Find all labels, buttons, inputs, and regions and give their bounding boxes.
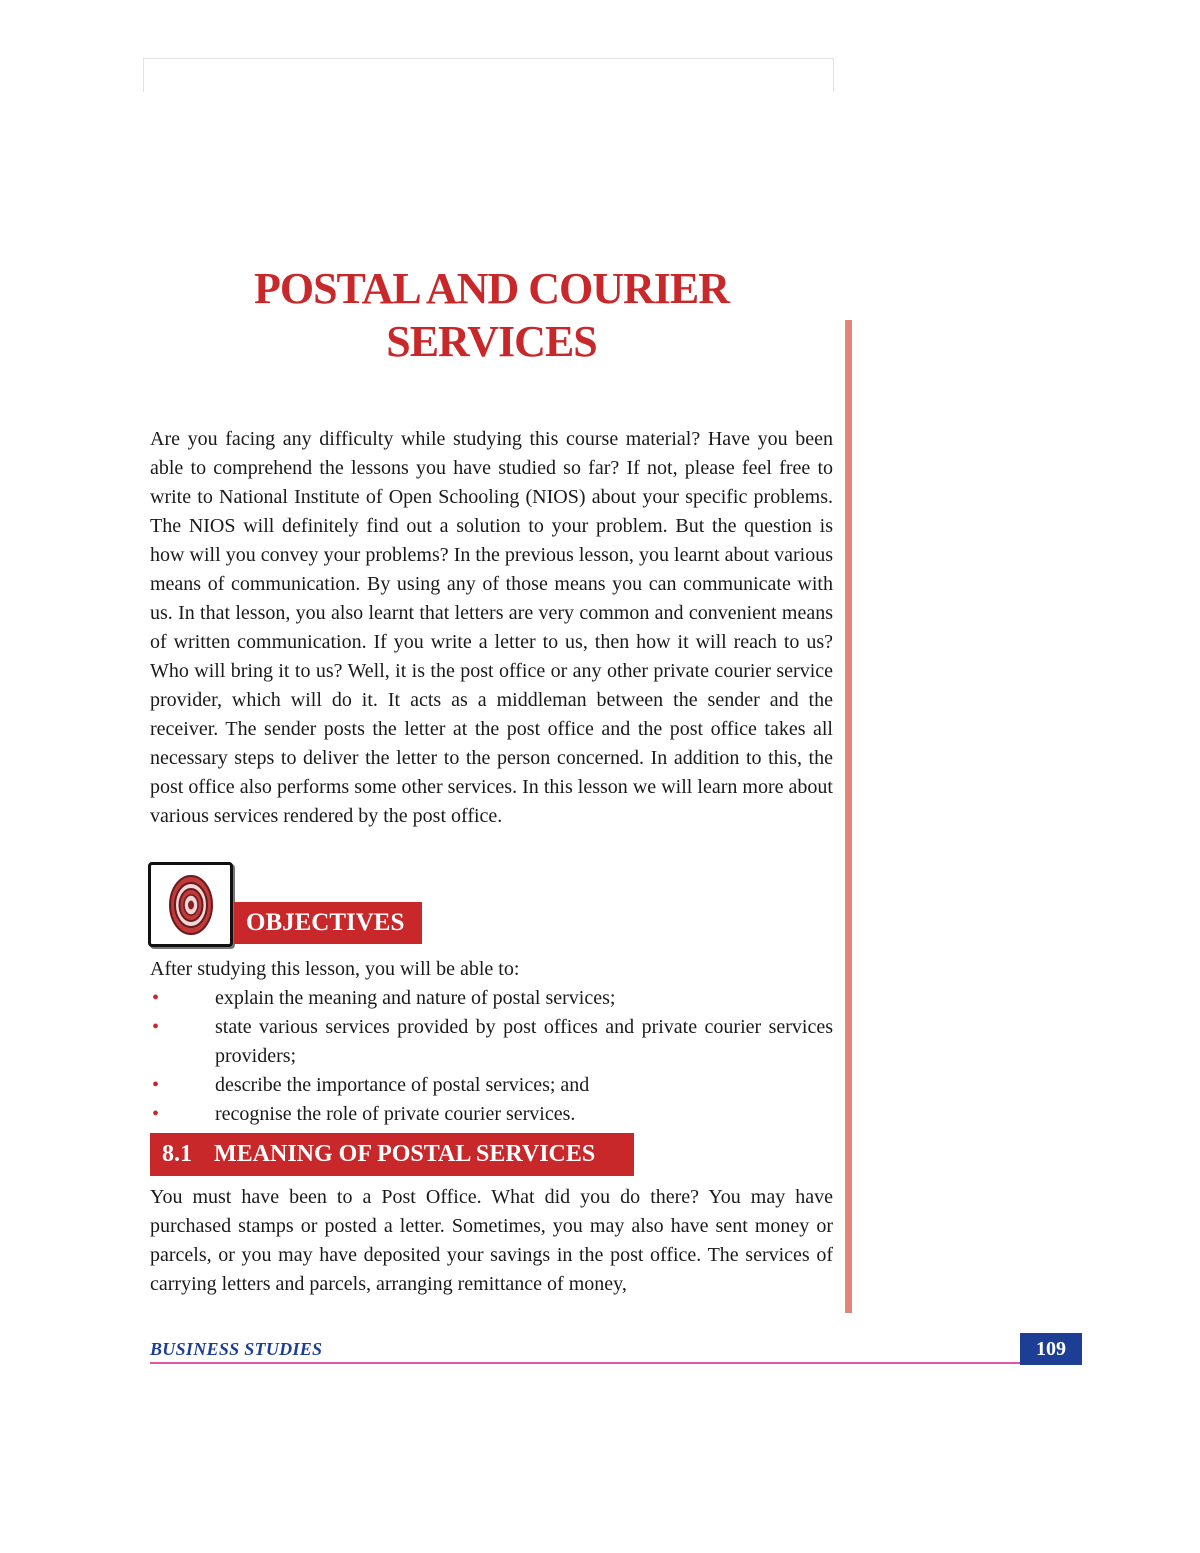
- objectives-heading: OBJECTIVES: [234, 902, 422, 944]
- chapter-title-line2: SERVICES: [386, 317, 597, 366]
- page-number: 109: [1020, 1333, 1082, 1365]
- chapter-title: [150, 262, 833, 368]
- list-item: [150, 1100, 833, 1129]
- section-number: 8.1: [162, 1141, 192, 1167]
- target-icon: [168, 874, 214, 936]
- objectives-list: [150, 984, 833, 1129]
- objective-text: state various services provided by post offices and private courier services providers;: [215, 1016, 833, 1067]
- section-paragraph: You must have been to a Post Office. What did you do there? You may have purchased stamps or posted a letter. Sometimes, you may also have sent money or parcels, or you may have deposited your savings in the post office. The services of carrying letters and parcels, arranging remittance of money,: [150, 1186, 833, 1295]
- objective-text: explain the meaning and nature of postal services;: [215, 987, 616, 1009]
- section-heading: [150, 1133, 634, 1176]
- list-item: [150, 984, 833, 1013]
- footer-subject: BUSINESS STUDIES: [150, 1339, 323, 1359]
- objectives-icon-box: [148, 862, 233, 947]
- list-item: [150, 1071, 833, 1100]
- chapter-title-line1: POSTAL AND COURIER: [253, 264, 730, 313]
- header-frame: [143, 58, 834, 92]
- bullet-icon: •: [152, 1016, 160, 1038]
- bullet-icon: •: [152, 987, 160, 1009]
- objective-text: describe the importance of postal services; and: [215, 1074, 590, 1096]
- objectives-lead: After studying this lesson, you will be able to:: [150, 958, 520, 980]
- objective-text: recognise the role of private courier services.: [215, 1103, 576, 1125]
- list-item: [150, 1013, 833, 1071]
- bullet-icon: •: [152, 1103, 160, 1125]
- intro-paragraph: Are you facing any difficulty while studying this course material? Have you been able to comprehend the lessons you have studied so far? If not, please feel free to write to National Institute of Open Schooling (NIOS) about your specific problems. The NIOS will definitely find out a solution to your problem. But the question is how will you convey your problems? In the previous lesson, you learnt about various means of communication. By using any of those means you can communicate with us. In that lesson, you also learnt that letters are very common and convenient means of written communication. If you write a letter to us, then how it will reach to us? Who will bring it to us? Well, it is the post office or any other private courier service provider, which will do it. It acts as a middleman between the sender and the receiver. The sender posts the letter at the post office and the post office takes all necessary steps to deliver the letter to the person concerned. In addition to this, the post office also performs some other services. In this lesson we will learn more about various services rendered by the post office.: [150, 428, 833, 827]
- bullet-icon: •: [152, 1074, 160, 1096]
- margin-rule: [845, 320, 852, 1313]
- section-title: MEANING OF POSTAL SERVICES: [214, 1141, 596, 1167]
- footer-rule: [150, 1362, 1080, 1364]
